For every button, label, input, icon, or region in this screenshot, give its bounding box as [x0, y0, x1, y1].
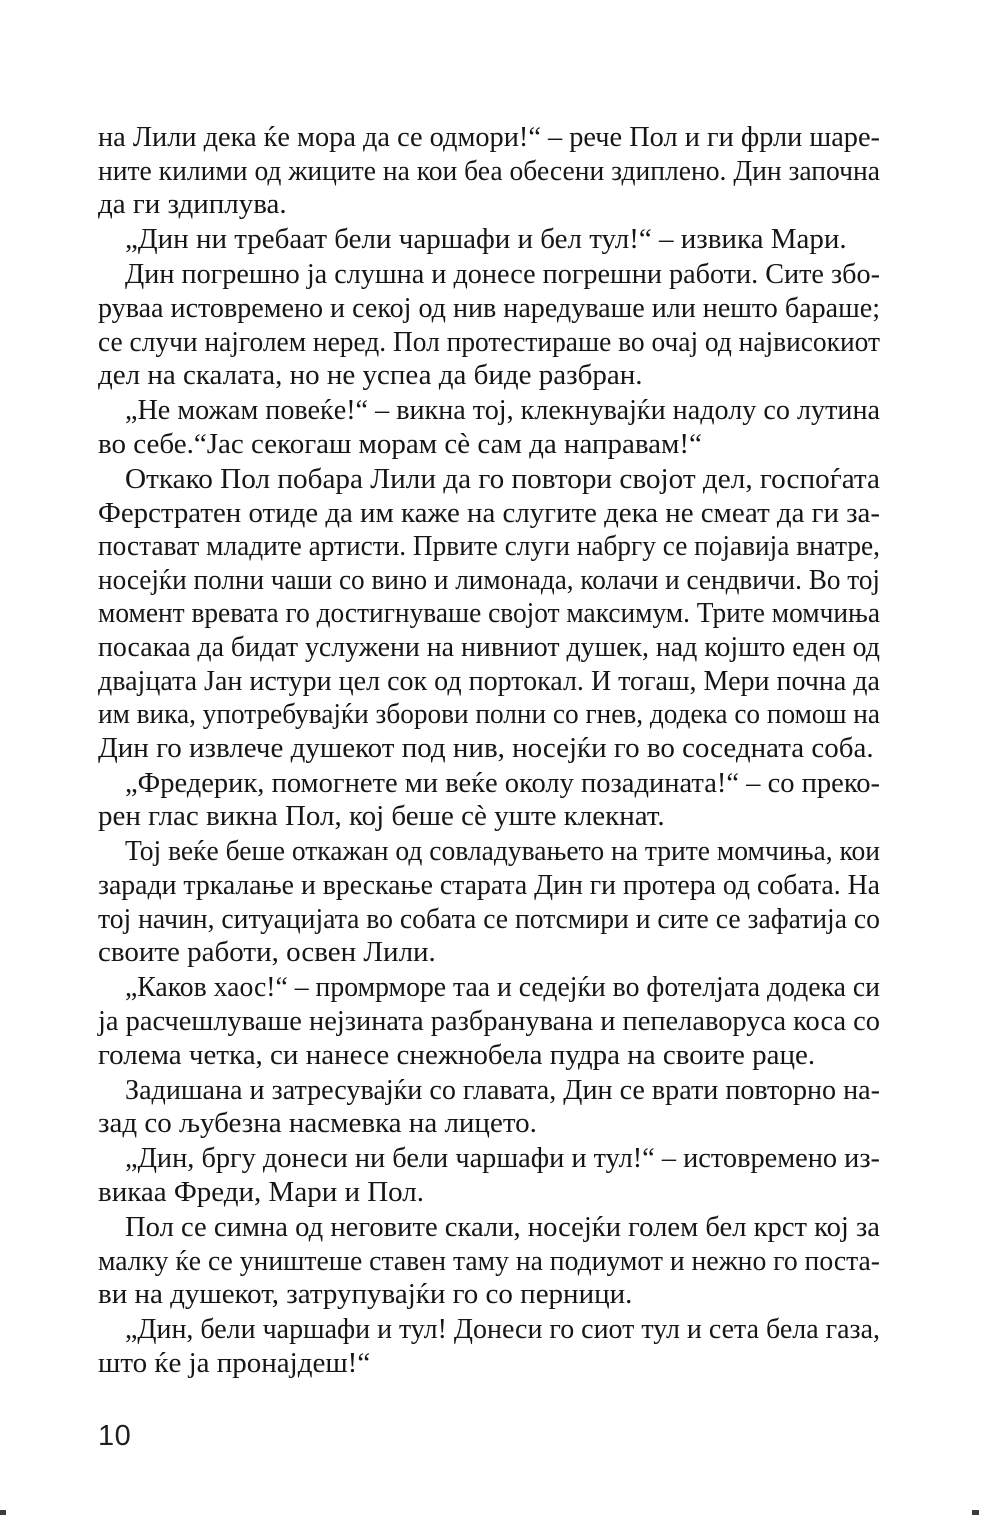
text-line: рен глас викна Пол, кој беше сè уште клекнат. [98, 800, 665, 833]
text-line: ви на душекот, затрупувајќи го со перници. [98, 1278, 633, 1311]
paragraph [98, 223, 880, 257]
text-line: носејќи полни чаши со вино и лимонада, колачи и сендвичи. Во тој [98, 563, 880, 596]
text-line: Пол се симна од неговите скали, носејќи голем бел крст кој за [125, 1211, 880, 1243]
text-line: своите работи, освен Лили. [98, 936, 436, 969]
text-line: Задишана и затресувајќи со главата, Дин се врати повторно на- [125, 1073, 880, 1106]
text-line: во себе.“Јас секогаш морам сè сам да направам!“ [98, 427, 702, 460]
text-line: им вика, употребувајќи зборови полни со гнев, додека со помош на [98, 698, 880, 731]
page-number: 10 [98, 1420, 132, 1452]
text-line: дел на скалата, но не успеа да биде разбран. [98, 359, 643, 392]
text-line: ните килими од жиците на кои беа обесени здиплено. Дин започна [98, 154, 880, 187]
text-line: да ги здиплува. [98, 188, 287, 221]
paragraph [98, 1142, 880, 1209]
text-line: тој начин, ситуацијата во собата се потсмири и сите се зафатија со [98, 902, 880, 935]
paragraph [98, 121, 880, 222]
text-line: Дин го извлече душекот под нив, носејќи го во соседната соба. [98, 731, 874, 764]
text-line: малку ќе се уништеше ставен таму на подиумот и нежно го поста- [98, 1244, 880, 1277]
text-line: „Дин, бргу донеси ни бели чаршафи и тул!“ – истовремено из- [125, 1142, 880, 1175]
paragraph [98, 835, 880, 969]
text-line: ја расчешлуваше нејзината разбранувана и пепелаворуса коса со [98, 1004, 880, 1037]
text-line: „Фредерик, помогнете ми веќе околу позадината!“ – со преко- [125, 766, 880, 799]
text-line: „Дин ни требаат бели чаршафи и бел тул!“ – извика Мари. [125, 223, 847, 256]
text-line: Дин погрешно ја слушна и донесе погрешни работи. Сите збо- [125, 258, 880, 291]
text-line: „Каков хаос!“ – промрморе таа и седејќи во фотелјата додека си [125, 971, 880, 1004]
text-line: постават младите артисти. Првите слуги набргу се појавија внатре, [98, 530, 880, 563]
text-line: „Не можам повеќе!“ – викна тој, клекнувајќи надолу со лутина [125, 394, 880, 427]
text-line: зад со љубезна насмевка на лицето. [98, 1107, 537, 1140]
text-line: посакаа да бидат услужени на нивниот душек, над којшто еден од [98, 630, 880, 663]
text-line: се случи најголем неред. Пол протестираше во очај од највисокиот [98, 325, 880, 358]
scan-artifact-bottom-right [972, 1510, 979, 1515]
paragraph [98, 463, 880, 765]
text-line: заради тркалање и врескање старата Дин ги протера од собата. На [98, 869, 880, 902]
scan-artifact-bottom-left [0, 1510, 6, 1515]
paragraph [98, 971, 880, 1072]
paragraph [98, 1211, 880, 1312]
page-text [98, 121, 880, 1382]
paragraph [98, 1313, 880, 1380]
text-line: на Лили дека ќе мора да се одмори!“ – рече Пол и ги фрли шаре- [98, 121, 880, 153]
paragraph [98, 258, 880, 392]
text-line: момент вревата го достигнуваше својот максимум. Трите момчиња [98, 597, 880, 630]
text-line: руваа истовремено и секој од нив наредуваше или нешто бараше; [98, 291, 880, 324]
text-line: Откако Пол побара Лили да го повтори својот дел, госпоѓата [125, 462, 881, 495]
text-line: Тој веќе беше откажан од совладувањето на трите момчиња, кои [125, 835, 880, 868]
text-line: „Дин, бели чаршафи и тул! Донеси го сиот тул и сета бела газа, [125, 1313, 880, 1346]
paragraph [98, 394, 880, 461]
text-line: Ферстратен отиде да им каже на слугите дека не смеат да ги за- [98, 496, 880, 529]
paragraph [98, 767, 880, 834]
text-line: викаа Фреди, Мари и Пол. [98, 1175, 425, 1208]
text-line: двајцата Јан истури цел сок од портокал. И тогаш, Мери почна да [98, 664, 880, 697]
paragraph [98, 1074, 880, 1141]
text-line: голема четка, си нанесе снежнобела пудра на своите раце. [98, 1038, 816, 1071]
text-line: што ќе ја пронајдеш!“ [98, 1346, 371, 1379]
